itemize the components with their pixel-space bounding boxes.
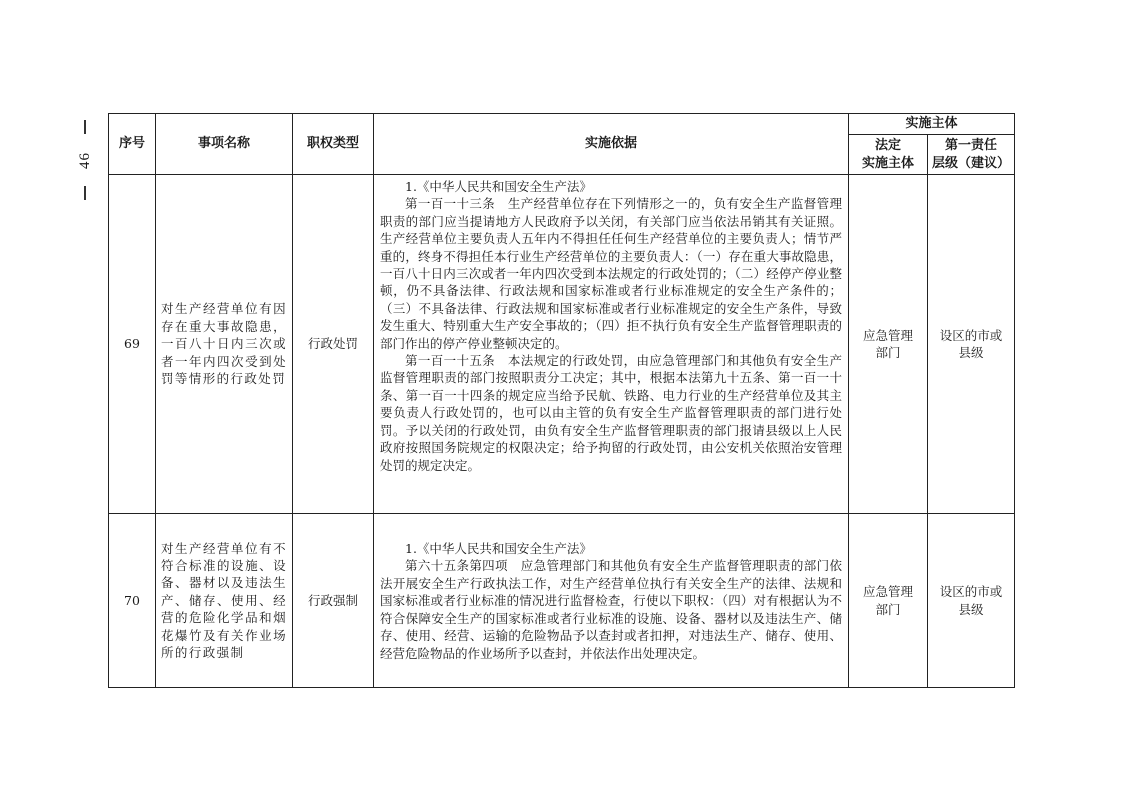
header-legal-subject-line2: 实施主体 (861, 155, 914, 171)
row-seq: 69 (109, 175, 156, 514)
header-basis: 实施依据 (374, 114, 849, 175)
table-row (109, 514, 1015, 688)
page-number-dash-bottom (84, 186, 86, 200)
row-legal-subject: 应急管理部门 (849, 514, 928, 688)
row-basis (374, 175, 849, 514)
header-first-level-line1: 第一责任 (945, 138, 998, 154)
header-subject-group: 实施主体 (849, 114, 1015, 135)
row-basis (374, 514, 849, 688)
header-legal-subject-line1: 法定 (874, 138, 901, 154)
header-seq: 序号 (109, 114, 156, 175)
header-first-level (928, 135, 1015, 175)
page-number-text: 46 (76, 151, 93, 169)
table-row (109, 175, 1015, 514)
row-legal-subject: 应急管理部门 (849, 175, 928, 514)
basis-article: 第一百一十三条 生产经营单位存在下列情形之一的，负有安全生产监督管理职责的部门应当提请地方人民政府予以关闭，有关部门应当依法吊销其有关证照。生产经营单位主要负责人五年内不得担任任何生产经营单位的主要负责人；情节严重的，终身不得担任本行业生产经营单位的主要负责人：（一）存在重大事故隐患，一百八十日内三次或者一年内四次受到本法规定的行政处罚的；（二）经停产停业整顿，仍不具备法律、行政法规和国家标准或者行业标准规定的安全生产条件的；（三）不具备法律、行政法规和国家标准或者行业标准规定的安全生产条件，导致发生重大、特别重大生产安全事故的；（四）拒不执行负有安全生产监督管理职责的部门作出的停产停业整顿决定的。 (380, 196, 842, 351)
row-first-level: 设区的市或县级 (928, 175, 1015, 514)
basis-law-title: 1.《中华人民共和国安全生产法》 (405, 179, 592, 194)
row-item-name: 对生产经营单位有不符合标准的设施、设备、器材以及违法生产、储存、使用、经营的危险化学品和烟花爆竹及有关作业场所的行政强制 (156, 514, 293, 688)
row-authority-type: 行政处罚 (293, 175, 374, 514)
page-number (72, 120, 98, 200)
row-first-level: 设区的市或县级 (928, 514, 1015, 688)
basis-article: 第六十五条第四项 应急管理部门和其他负有安全生产监督管理职责的部门依法开展安全生产行政执法工作，对生产经营单位执行有关安全生产的法律、法规和国家标准或者行业标准的情况进行监督检查，行使以下职权：（四）对有根据认为不符合保障安全生产的国家标准或者行业标准的设施、设备、器材以及违法生产、储存、使用、经营、运输的危险物品予以查封或者扣押，对违法生产、储存、使用、经营危险物品的作业场所予以查封，并依法作出处理决定。 (380, 558, 842, 661)
header-first-level-line2: 层级（建议） (932, 155, 1011, 171)
page-number-dash-top (84, 120, 86, 134)
basis-law-title: 1.《中华人民共和国安全生产法》 (405, 541, 592, 557)
basis-article: 第一百一十五条 本法规定的行政处罚，由应急管理部门和其他负有安全生产监督管理职责的部门按照职责分工决定；其中，根据本法第九十五条、第一百一十条、第一百一十四条的规定应当给予民航、铁路、电力行业的生产经营单位及其主要负责人行政处罚的，也可以由主管的负有安全生产监督管理职责的部门进行处罚。予以关闭的行政处罚，由负有安全生产监督管理职责的部门报请县级以上人民政府按照国务院规定的权限决定；给予拘留的行政处罚，由公安机关依照治安管理处罚的规定决定。 (380, 353, 842, 473)
header-type: 职权类型 (293, 114, 374, 175)
row-authority-type: 行政强制 (293, 514, 374, 688)
row-item-name: 对生产经营单位有因存在重大事故隐患，一百八十日内三次或者一年内四次受到处罚等情形的行政处罚 (156, 175, 293, 514)
header-legal-subject (849, 135, 928, 175)
row-seq: 70 (109, 514, 156, 688)
header-name: 事项名称 (156, 114, 293, 175)
authority-table (108, 113, 1015, 688)
